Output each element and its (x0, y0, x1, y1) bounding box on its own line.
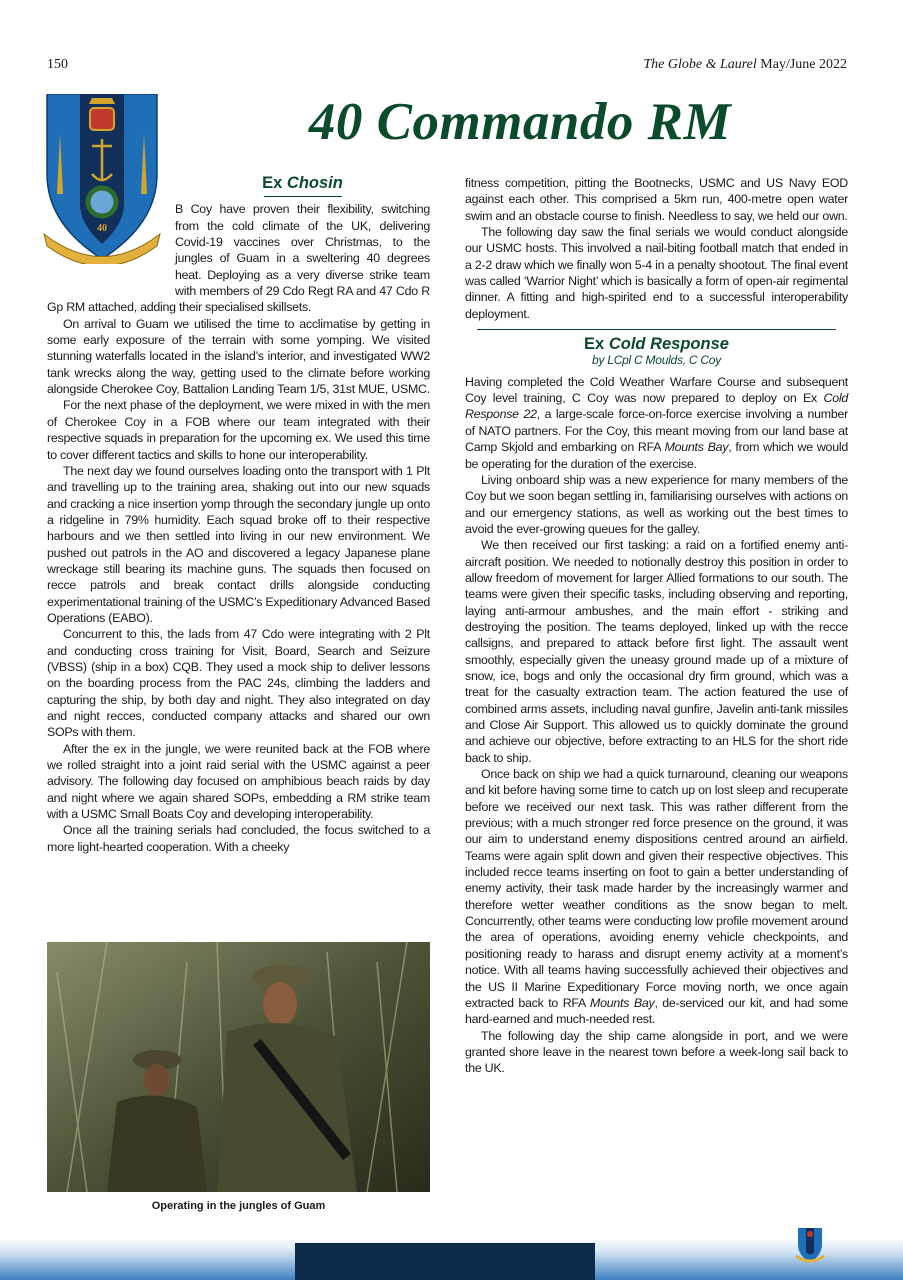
section-heading-ex-cold-response (465, 336, 848, 352)
section-body (47, 201, 430, 855)
paragraph: After the ex in the jungle, we were reunited back at the FOB where we rolled straight into a joint raid serial with the USMC against a peer advisory. The following day focused on amphibious beach raids by day and night where we again shared SOPs, embedding a RM strike team with a USMC Small Boats Coy and developing interoperability. (47, 741, 430, 822)
heading-name: Cold Response (608, 335, 729, 354)
heading-name: Chosin (286, 174, 343, 192)
heading-prefix: Ex (262, 174, 283, 192)
paragraph: Once all the training serials had concluded, the focus switched to a more light-hearted cooperation. With a cheeky (47, 823, 430, 854)
right-column (465, 175, 848, 1077)
heading-prefix: Ex (584, 335, 605, 354)
section-heading-ex-chosin (175, 175, 430, 197)
paragraph: For the next phase of the deployment, we were mixed in with the men of Cherokee Coy in a FOB where our team integrated with their respective squads in preparation for the upcoming ex. We used this time to cover different tactics and skills to hone our interoperability. (47, 398, 430, 462)
section-divider (477, 329, 836, 330)
jungle-soldiers-photo (47, 942, 430, 1192)
paragraph: The following day saw the final serials we would conduct alongside our USMC hosts. This involved a nail-biting football match that ended in a 2-2 draw which we finally won 5-4 in a penalty shootout. The final event was called ‘Warrior Night’ which is basically a form of open-air regimental dinner. A fitting and high-spirited end to a successful interoperability deployment. (465, 225, 848, 321)
paragraph: The following day the ship came alongside in port, and we were granted shore leave in the nearest town before a week-long sail back to the UK. (465, 1028, 848, 1076)
paragraph: On arrival to Guam we utilised the time to acclimatise by getting in some early exposure of the terrain with some yomping. We visited stunning waterfalls located in the island’s interior, and investigated WW2 tank wrecks along the way, getting used to the climate before working alongside Cherokee Coy, Battalion Landing Team 1/5, 31st MUE, USMC. (47, 316, 430, 397)
paragraph: Having completed the Cold Weather Warfare Course and subsequent Coy level training, C Coy was now prepared to deploy on Ex Cold Response 22, a large-scale force-on-force exercise involving a number of NATO partners. For the Coy, this meant moving from our land base at Camp Skjold and embarking on RFA Mounts Bay, from which we would be operating for the duration of the exercise. (465, 374, 848, 471)
left-column (47, 175, 430, 855)
paragraph: B Coy have proven their flexibility, switching from the cold climate of the UK, delivering Covid-19 vaccines over Christmas, to the jungles of Guam in a sweltering 40 degrees heat. Deploying as a very diverse strike team with members of 29 Cdo Regt RA and 47 Cdo R Gp RM attached, adding their specialised skillsets. (47, 202, 430, 315)
paragraph: Concurrent to this, the lads from 47 Cdo were integrating with 2 Plt and conducting cross training for Visit, Board, Search and Seizure (VBSS) (ship in a box) CQB. They used a mock ship to deliver lessons on the boarding process from the PAC 24s, climbing the ladders and capturing the ship, by both day and night. They also integrated on day and night recces, conducted company attacks and shared our own SOPs with them. (47, 627, 430, 740)
page-number: 150 (47, 57, 68, 72)
page-title: 40 Commando RM (308, 93, 732, 151)
paragraph: The next day we found ourselves loading onto the transport with 1 Plt and travelling up to the training area, shaking out into our new squads and cracking a nice insertion yomp through the secondary jungle up onto a ridgeline in 79% humidity. Each squad broke off to their respective harbours and we then settled into living in our new environment. We pushed out patrols in the AO and discovered a legacy Japanese plane wreckage still bearing its machine guns. The squads then focused on recce patrols and break contact drills alongside conducting experimentational training of the USMC’s Expeditionary Advanced Based Operations (EABO). (47, 463, 430, 625)
section-body-continued (465, 175, 848, 322)
heading-underline (264, 196, 342, 197)
photo-image (47, 942, 430, 1192)
footer-navy-block (295, 1243, 595, 1280)
byline: by LCpl C Moulds, C Coy (592, 353, 721, 368)
paragraph: Once back on ship we had a quick turnaround, cleaning our weapons and kit before having some time to catch up on lost sleep and recuperate before we received our next task. This was rather different from the previous; with a much stronger red force presence on the ground, it was our aim to understand enemy dispositions centred around an airfield. Teams were again split down and given their respective objectives. This included recce teams inserting on foot to gain a better understanding of enemy activity, their task made harder by the increasingly warmer and therefore wetter weather conditions as the snow began to melt. Concurrently, other teams were conducting low profile movement around the area of operations, avoiding enemy vehicle checkpoints, and positioning ready to harass and disrupt enemy activity at a moment’s notice. With all teams having successfully achieved their objectives and the US II Marine Expeditionary Force moving north, we once again extracted back to RFA Mounts Bay, de-serviced our kit, and had some hard-earned and much-needed rest. (465, 767, 849, 1027)
magazine-title: The Globe & Laurel (643, 57, 757, 72)
magazine-issue (643, 57, 847, 73)
photo-caption: Operating in the jungles of Guam (151, 1200, 326, 1212)
paragraph: Living onboard ship was a new experience for many members of the Coy but we soon began settling in, familiarising ourselves with actions on and our emergency stations, as well as working out the best times to avoid the ever-growing queues for the galley. (465, 472, 848, 536)
footer-crest-icon (795, 1226, 825, 1264)
paragraph: We then received our first tasking: a raid on a fortified enemy anti-aircraft position. We needed to notionally destroy this position in order to allow freedom of movement for larger Allied formations to our south. The teams were given their specific tasks, including observing and reporting, laying anti-armour ambushes, and the main effort - striking and destroying the position. The teams deployed, linked up with the recce callsigns, and prepared to attack before first light. The assault went smoothly, especially given the uneasy ground made up of a mixture of snow, ice, bogs and only the occasional dry firm ground, which was a treat for the casualty extraction team. The action featured the use of combined arms assets, including naval gunfire, Javelin anti-tank missiles and Close Air Support. This allowed us to quickly dominate the ground and achieve our objective, before extracting to an HLS for the short ride back to ship. (465, 538, 848, 765)
svg-text:40: 40 (97, 223, 107, 234)
section-body (465, 374, 848, 1077)
issue-date: May/June 2022 (760, 57, 847, 72)
paragraph: fitness competition, pitting the Bootnecks, USMC and US Navy EOD against each other. This comprised a 5km run, 400-metre open water swim and an obstacle course to finish. Needless to say, we held our own. (465, 176, 848, 223)
